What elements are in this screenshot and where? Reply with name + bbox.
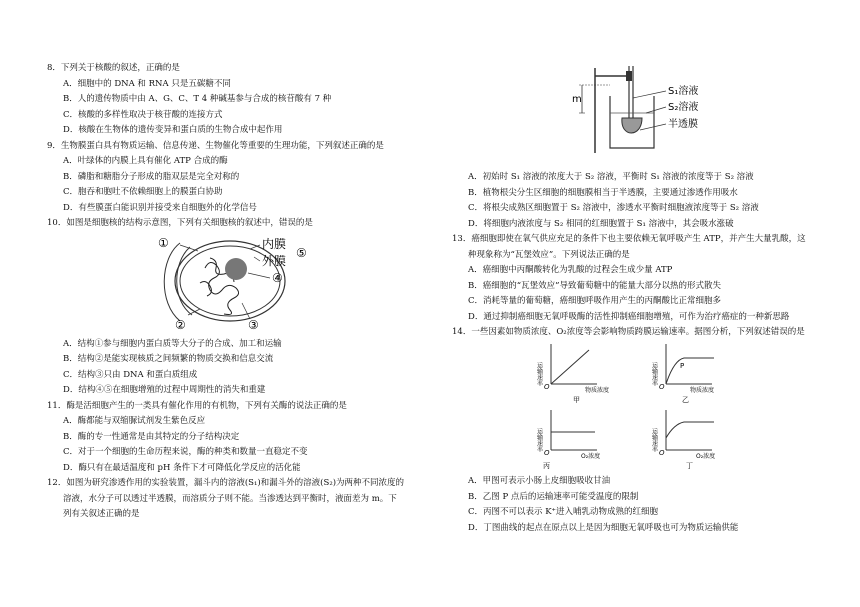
graph-bing-origin: O xyxy=(544,449,550,457)
q13-option-b: B．癌细胞的“瓦堡效应”导致葡萄糖中的能量大部分以热的形式散失 xyxy=(468,281,721,291)
graph-ding-origin: O xyxy=(659,449,665,457)
q14-option-d: D．丁图曲线的起点在原点以上是因为细胞无氧呼吸也可为物质运输供能 xyxy=(468,523,739,533)
q8-option-d: D．核酸在生物体的遗传变异和蛋白质的生物合成中起作用 xyxy=(63,125,283,135)
graph-jia-name: 甲 xyxy=(573,396,580,404)
q9-option-c: C．胞吞和胞吐不依赖细胞上的膜蛋白协助 xyxy=(63,187,223,197)
q13-option-a: A．癌细胞中丙酮酸转化为乳酸的过程会生成少量 ATP xyxy=(468,265,673,275)
graph-yi-ylabel: 运输速率 xyxy=(650,362,658,386)
q12-option-a: A．初始时 S₁ 溶液的浓度大于 S₂ 溶液，平衡时 S₁ 溶液的浓度等于 S₂ 溶液 xyxy=(468,172,754,182)
q14-stem: 14．一些因素如物质浓度、O₂浓度等会影响物质跨膜运输速率。据图分析，下列叙述错误的是 xyxy=(452,327,805,337)
q12-stem-line-1: 12．如图为研究渗透作用的实验装置，漏斗内的溶液(S₁)和漏斗外的溶液(S₂)为两种不同浓度的 xyxy=(47,478,405,488)
q10-stem: 10．如图是细胞核的结构示意图，下列有关细胞核的叙述中，错误的是 xyxy=(47,218,313,228)
label-3: ③ xyxy=(248,318,259,332)
q8-option-b: B．人的遗传物质中由 A、G、C、T 4 种碱基参与合成的核苷酸有 7 种 xyxy=(63,94,332,104)
q14-option-b: B．乙图 P 点后的运输速率可能受温度的限制 xyxy=(468,492,639,502)
graph-bing-name: 丙 xyxy=(543,462,550,470)
graph-ding-xlabel: O₂浓度 xyxy=(696,453,716,460)
q13-stem-line-2: 种现象称为“瓦堡效应”。下列说法正确的是 xyxy=(468,250,630,260)
q8-option-c: C．核酸的多样性取决于核苷酸的连接方式 xyxy=(63,110,223,120)
q8-option-a: A．细胞中的 DNA 和 RNA 只是五碳糖不同 xyxy=(63,79,231,89)
q13-option-d: D．通过抑制癌细胞无氧呼吸酶的活性抑制癌细胞增殖，可作为治疗癌症的一种新思路 xyxy=(468,312,790,322)
q9-stem: 9．生物膜蛋白具有物质运输、信息传递、生物催化等重要的生理功能，下列叙述正确的是 xyxy=(47,141,384,151)
q11-option-c: C．对于一个细胞的生命历程来说，酶的种类和数量一直稳定不变 xyxy=(63,447,308,457)
q12-stem-line-3: 列有关叙述正确的是 xyxy=(63,509,140,519)
label-5: ⑤ xyxy=(296,246,307,260)
q12-stem-line-2: 溶液，水分子可以透过半透膜，而溶质分子则不能。当渗透达到平衡时，液面差为 m。下 xyxy=(63,494,397,504)
s2-solution-label: S₂溶液 xyxy=(668,102,699,113)
graph-yi xyxy=(650,340,740,406)
q12-option-b: B．植物根尖分生区细胞的细胞膜相当于半透膜，主要通过渗透作用吸水 xyxy=(468,188,738,198)
graph-yi-point-p: P xyxy=(680,362,685,370)
graph-bing xyxy=(535,406,625,472)
graph-ding-name: 丁 xyxy=(686,462,693,470)
graph-ding-ylabel: 运输速率 xyxy=(650,428,658,452)
inner-membrane-label: 内膜 xyxy=(262,237,287,251)
height-m-label: m xyxy=(572,94,582,105)
graph-bing-xlabel: O₂浓度 xyxy=(581,453,601,460)
graph-jia-origin: O xyxy=(544,383,550,391)
q14-option-c: C．丙图不可以表示 K⁺进入哺乳动物成熟的红细胞 xyxy=(468,507,659,517)
q11-option-b: B．酶的专一性通常是由其特定的分子结构决定 xyxy=(63,432,240,442)
osmosis-apparatus-diagram xyxy=(570,58,730,158)
q13-option-c: C．消耗等量的葡萄糖，癌细胞呼吸作用产生的丙酮酸比正常细胞多 xyxy=(468,296,722,306)
q9-option-d: D．有些膜蛋白能识别并接受来自细胞外的化学信号 xyxy=(63,203,257,213)
q14-option-a: A．甲图可表示小肠上皮细胞吸收甘油 xyxy=(468,476,611,486)
outer-membrane-label: 外膜 xyxy=(262,254,287,268)
graph-yi-xlabel: 物质浓度 xyxy=(690,387,715,394)
q12-option-d: D．将细胞内液浓度与 S₂ 相同的红细胞置于 S₁ 溶液中，其会吸水涨破 xyxy=(468,219,734,229)
graph-ding xyxy=(650,406,740,472)
q13-stem-line-1: 13．癌细胞即使在氧气供应充足的条件下也主要依赖无氧呼吸产生 ATP，并产生大量乳酸，这 xyxy=(452,234,806,244)
q10-option-b: B．结构②是能实现核质之间频繁的物质交换和信息交流 xyxy=(63,354,274,364)
q12-option-c: C．将根尖成熟区细胞置于 S₂ 溶液中，渗透水平衡时细胞液浓度等于 S₂ 溶液 xyxy=(468,203,759,213)
label-1: ① xyxy=(158,236,169,250)
graph-jia-xlabel: 物质浓度 xyxy=(585,387,610,394)
q9-option-b: B．磷脂和糖脂分子形成的脂双层是完全对称的 xyxy=(63,172,240,182)
q9-option-a: A．叶绿体的内膜上具有催化 ATP 合成的酶 xyxy=(63,156,228,166)
q8-stem: 8．下列关于核酸的叙述，正确的是 xyxy=(47,63,180,73)
graph-yi-name: 乙 xyxy=(682,396,689,404)
graph-jia-ylabel: 运输速率 xyxy=(535,362,543,386)
nucleus-diagram xyxy=(150,233,330,333)
q10-option-c: C．结构③只由 DNA 和蛋白质组成 xyxy=(63,370,198,380)
q11-option-d: D．酶只有在最适温度和 pH 条件下才可降低化学反应的活化能 xyxy=(63,463,301,473)
graph-yi-origin: O xyxy=(659,383,665,391)
s1-solution-label: S₁溶液 xyxy=(668,86,699,97)
membrane-label: 半透膜 xyxy=(668,119,698,130)
q10-option-a: A．结构①参与细胞内蛋白质等大分子的合成、加工和运输 xyxy=(63,339,282,349)
q10-option-d: D．结构④⑤在细胞增殖的过程中周期性的消失和重建 xyxy=(63,385,266,395)
q11-option-a: A．酶都能与双缩脲试剂发生紫色反应 xyxy=(63,416,206,426)
label-2: ② xyxy=(175,318,186,332)
graph-bing-ylabel: 运输速率 xyxy=(535,428,543,452)
q11-stem: 11．酶是活细胞产生的一类具有催化作用的有机物，下列有关酶的说法正确的是 xyxy=(47,401,347,411)
label-4: ④ xyxy=(272,271,283,285)
graph-jia xyxy=(535,340,625,406)
